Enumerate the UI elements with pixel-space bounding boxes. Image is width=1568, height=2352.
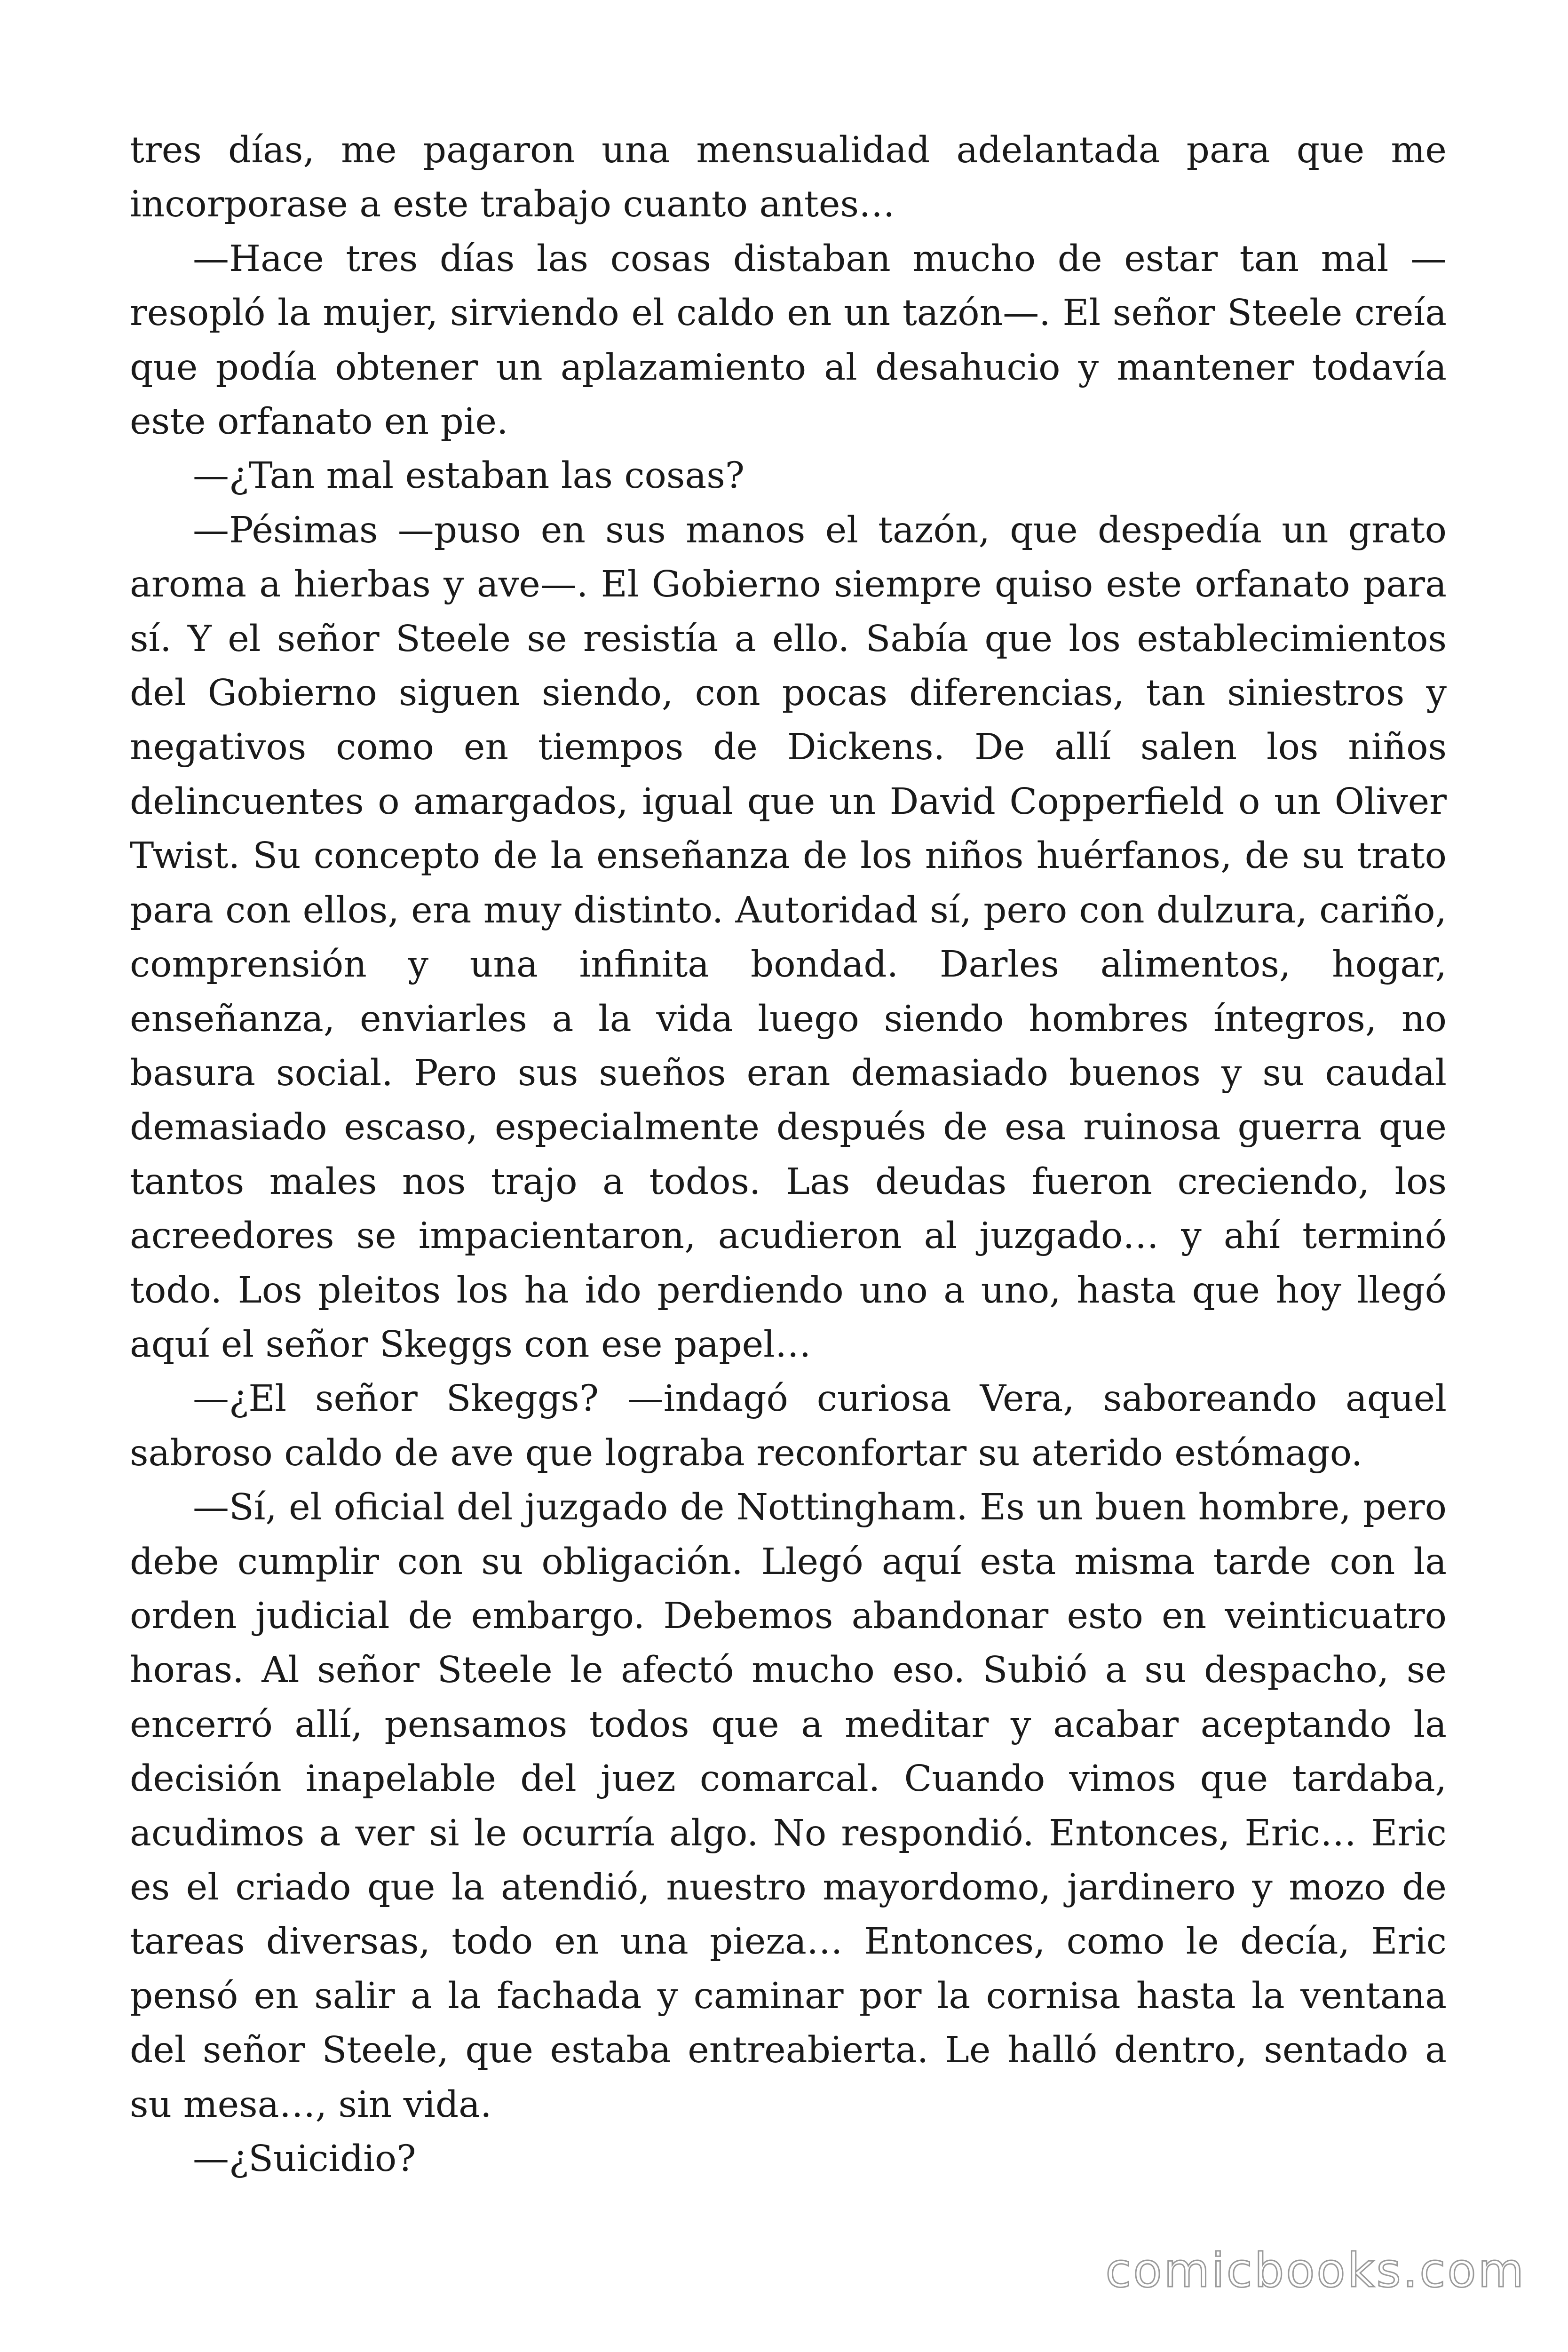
paragraph: —Pésimas —puso en sus manos el tazón, que despedía un grato aroma a hierbas y ave—. El Gobierno siempre quiso este orfanato para sí. Y el señor Steele se resistía a ello. Sabía que los establecimientos del Gobierno siguen siendo, con pocas diferencias, tan siniestros y negativos como en tiempos de Dickens. De allí salen los niños delincuentes o amargados, igual que un David Copperfield o un Oliver Twist. Su concepto de la enseñanza de los niños huérfanos, de su trato para con ellos, era muy distinto. Autoridad sí, pero con dulzura, cariño, comprensión y una infinita bondad. Darles alimentos, hogar, enseñanza, enviarles a la vida luego siendo hombres íntegros, no basura social. Pero sus sueños eran demasiado buenos y su caudal demasiado escaso, especialmente después de esa ruinosa guerra que tantos males nos trajo a todos. Las deudas fueron creciendo, los acreedores se impacientaron, acudieron al juzgado… y ahí terminó todo. Los pleitos los ha ido perdiendo uno a uno, hasta que hoy llegó aquí el señor Skeggs con ese papel… [130, 509, 1447, 1366]
paragraph: —Sí, el oficial del juzgado de Nottingham. Es un buen hombre, pero debe cumplir con su obligación. Llegó aquí esta misma tarde con la orden judicial de embargo. Debemos abandonar esto en veinticuatro horas. Al señor Steele le afectó mucho eso. Subió a su despacho, se encerró allí, pensamos todos que a meditar y acabar aceptando la decisión inapelable del juez comarcal. Cuando vimos que tardaba, acudimos a ver si le ocurría algo. No respondió. Entonces, Eric… Eric es el criado que la atendió, nuestro mayordomo, jardinero y mozo de tareas diversas, todo en una pieza… Entonces, como le decía, Eric pensó en salir a la fachada y caminar por la cornisa hasta la ventana del señor Steele, que estaba entreabierta. Le halló dentro, sentado a su mesa…, sin vida. [130, 1486, 1447, 2126]
watermark: comicbooks.com [1105, 2243, 1526, 2298]
body-text [130, 123, 1447, 2186]
paragraph: —Hace tres días las cosas distaban mucho de estar tan mal —resopló la mujer, sirviendo el caldo en un tazón—. El señor Steele creía que podía obtener un aplazamiento al desahucio y mantener todavía este orfanato en pie. [130, 238, 1447, 443]
paragraph: —¿Suicidio? [193, 2138, 416, 2180]
paragraph: —¿El señor Skeggs? —indagó curiosa Vera, saboreando aquel sabroso caldo de ave que lograba reconfortar su aterido estómago. [130, 1378, 1447, 1474]
paragraph: —¿Tan mal estaban las cosas? [193, 455, 745, 497]
paragraph: tres días, me pagaron una mensualidad adelantada para que me incorporase a este trabajo cuanto antes… [130, 129, 1447, 226]
